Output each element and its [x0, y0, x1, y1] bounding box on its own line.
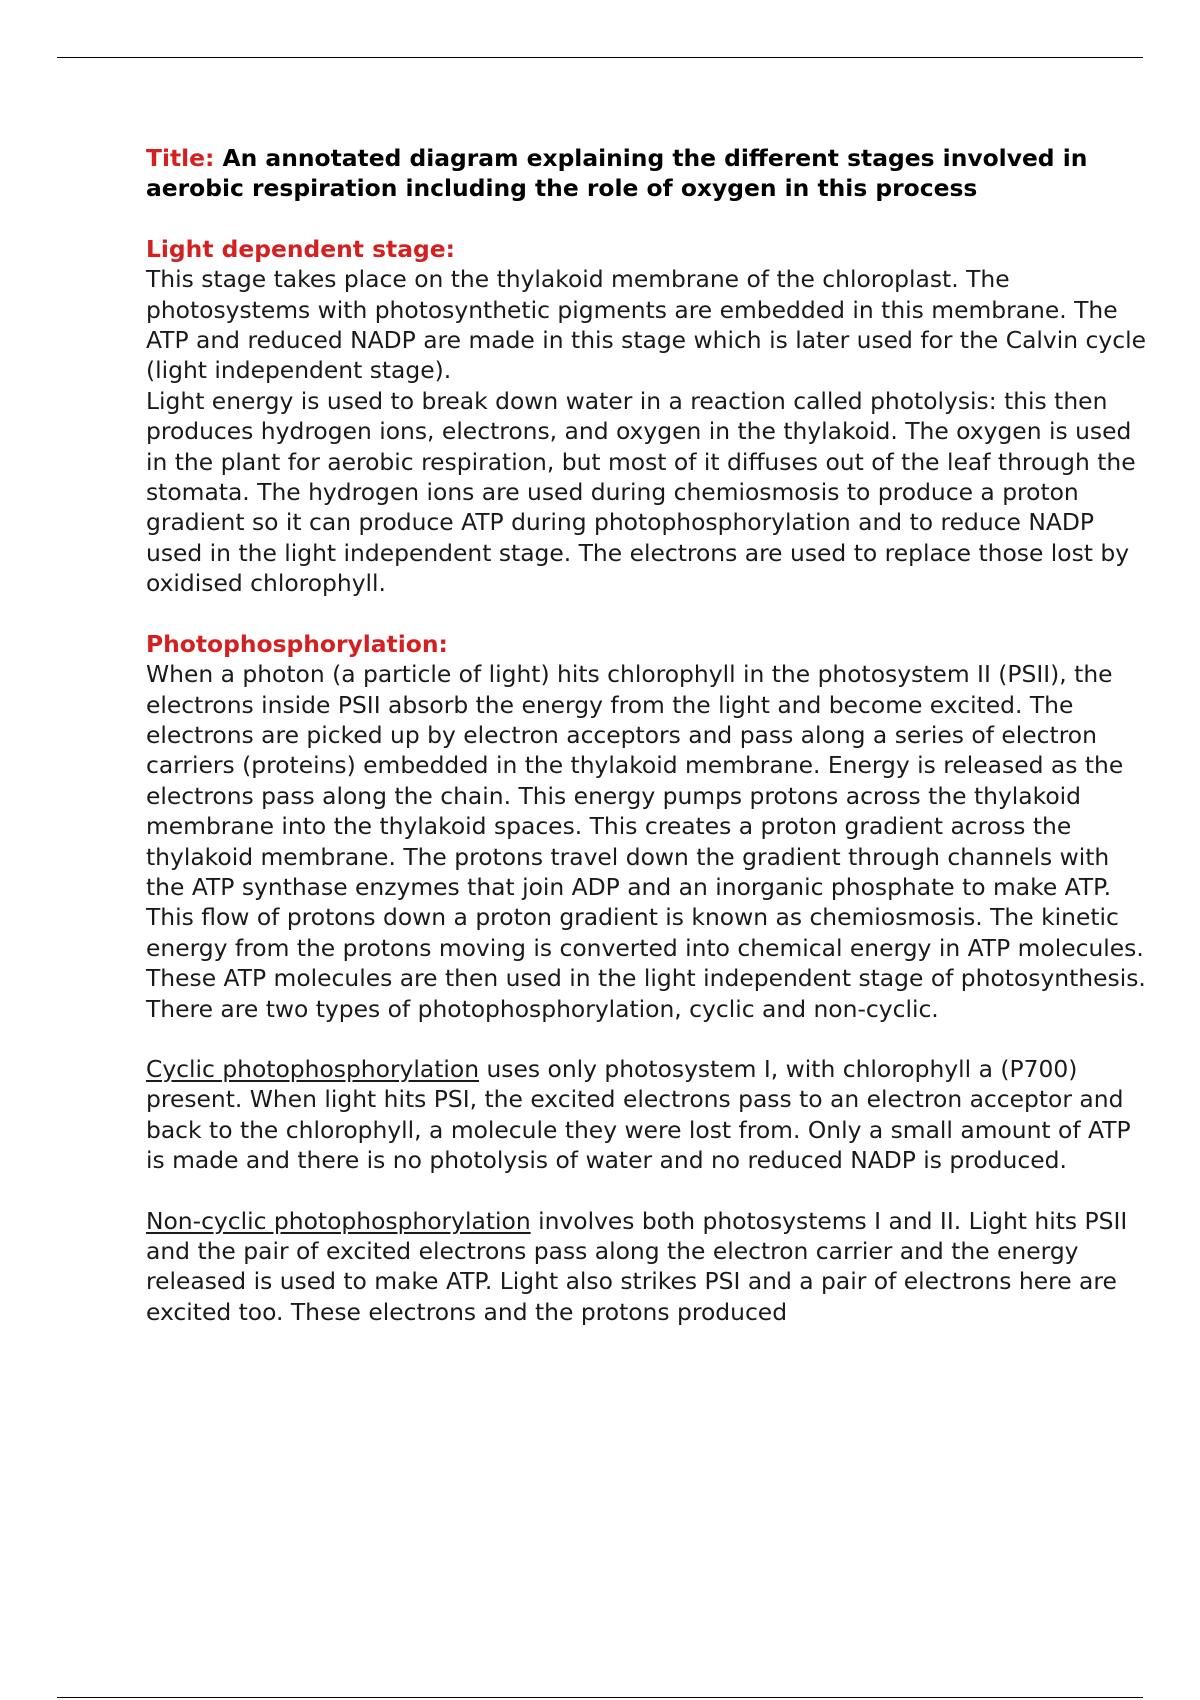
- top-rule: [57, 57, 1143, 58]
- spacer: [146, 599, 1146, 629]
- bottom-rule: [57, 1697, 1143, 1698]
- heading-light-dependent-stage: Light dependent stage:: [146, 234, 455, 263]
- cyclic-text: uses only photosystem I, with chlorophyll a (P700) present. When light hits PSI, the excited electrons pass to an electron acceptor and back to the chlorophyll, a molecule they were lost from. Only a small amount of ATP is made and there is no photolysis of water and no reduced NADP is produced.: [146, 1054, 1131, 1175]
- paragraph-photophosphorylation: When a photon (a particle of light) hits chlorophyll in the photosystem II (PSII), the electrons inside PSII absorb the energy from the light and become excited. The electrons are picked up by electron acceptors and pass along a series of electron carriers (proteins) embedded in the thylakoid membrane. Energy is released as the electrons pass along the chain. This energy pumps protons across the thylakoid membrane into the thylakoid spaces. This creates a proton gradient across the thylakoid membrane. The protons travel down the gradient through channels with the ATP synthase enzymes that join ADP and an inorganic phosphate to make ATP. This flow of protons down a proton gradient is known as chemiosmosis. The kinetic energy from the protons moving is converted into chemical energy in ATP molecules. These ATP molecules are then used in the light independent stage of photosynthesis. There are two types of photophosphorylation, cyclic and non-cyclic.: [146, 660, 1146, 1023]
- spacer: [146, 1176, 1146, 1206]
- paragraph-non-cyclic: [146, 1206, 1146, 1328]
- term-non-cyclic-photophosphorylation: Non-cyclic photophosphorylation: [146, 1206, 531, 1235]
- spacer: [146, 1024, 1146, 1054]
- non-cyclic-text: involves both photosystems I and II. Light hits PSII and the pair of excited electrons pass along the electron carrier and the energy released is used to make ATP. Light also strikes PSI and a pair of electrons here are excited too. These electrons and the protons produced: [146, 1206, 1128, 1326]
- paragraph-light-dependent-1: This stage takes place on the thylakoid membrane of the chloroplast. The photosystems with photosynthetic pigments are embedded in this membrane. The ATP and reduced NADP are made in this stage which is later used for the Calvin cycle (light independent stage).: [146, 265, 1146, 385]
- term-cyclic-photophosphorylation: Cyclic photophosphorylation: [146, 1054, 480, 1083]
- paragraph-cyclic: [146, 1054, 1146, 1176]
- document-body: [146, 143, 1146, 1327]
- spacer: [146, 204, 1146, 234]
- heading-photophosphorylation: Photophosphorylation:: [146, 629, 448, 658]
- paragraph-light-dependent-2: Light energy is used to break down water in a reaction called photolysis: this then produces hydrogen ions, electrons, and oxygen in the thylakoid. The oxygen is used in the plant for aerobic respiration, but most of it diffuses out of the leaf through the stomata. The hydrogen ions are used during chemiosmosis to produce a proton gradient so it can produce ATP during photophosphorylation and to reduce NADP used in the light independent stage. The electrons are used to replace those lost by oxidised chlorophyll.: [146, 386, 1136, 598]
- document-title: [146, 143, 1146, 204]
- title-text: An annotated diagram explaining the different stages involved in aerobic respiration including the role of oxygen in this process: [146, 144, 1088, 203]
- title-prefix: Title:: [146, 144, 215, 172]
